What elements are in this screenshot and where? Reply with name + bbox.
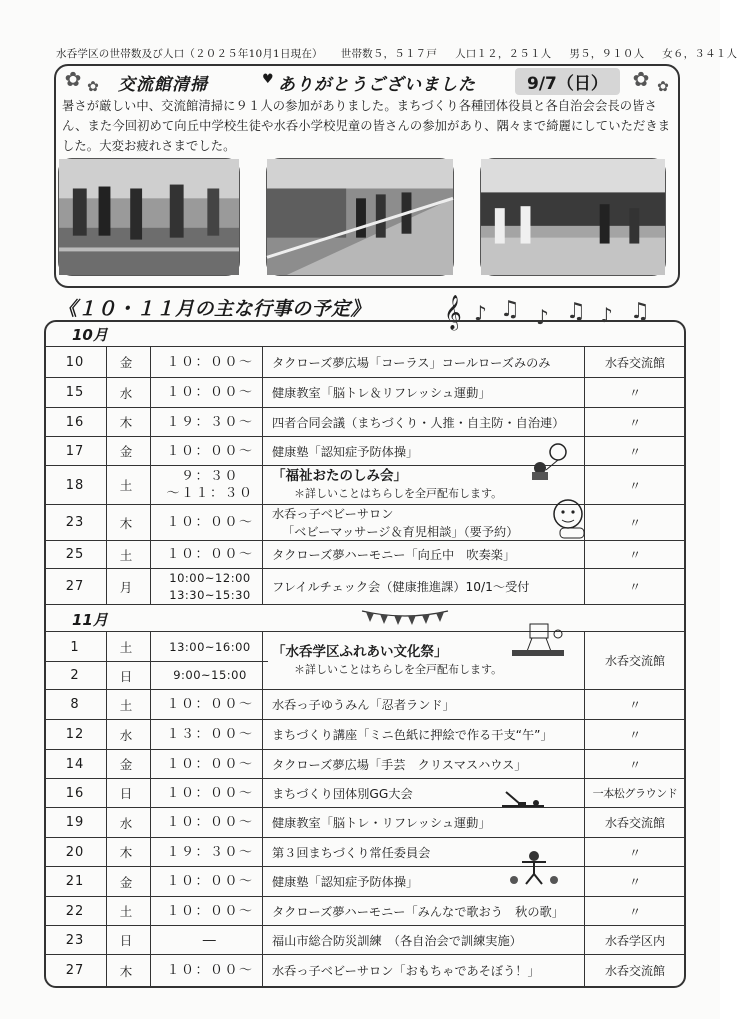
table-row: 21 金 １０：００～ 健康塾「認知症予防体操」 〃	[65, 874, 641, 890]
male-count: 男５，９１０人	[569, 48, 645, 60]
table-row: 2 日 9:00~15:00	[70, 668, 247, 684]
cleanup-date: 9/7（日）	[515, 68, 620, 95]
table-row: 16 日 １０：００～ まちづくり団体別GG大会 一本松グラウンド	[65, 785, 678, 801]
flower-icon: ✿	[87, 79, 99, 95]
svg-text:♪: ♪	[600, 303, 613, 327]
table-row: 1 土 13:00~16:00	[70, 639, 251, 655]
bunting-icon	[360, 607, 450, 627]
table-row: 25 土 １０：００～ タクローズ夢ハーモニー「向丘中 吹奏楽」 〃	[65, 547, 641, 563]
flower-icon: ✿	[657, 79, 669, 95]
table-row: 17 金 １０：００～ 健康塾「認知症予防体操」 〃	[65, 443, 641, 459]
exercise-people-icon	[504, 848, 564, 888]
table-row: 20 木 １９：３０～ 第３回まちづくり常任委員会 〃	[65, 844, 641, 860]
festival-row: 「水呑学区ふれあい文化祭」 ＊詳しいことはちらしを全戸配布します。 水呑交流館	[272, 643, 665, 676]
cleanup-photo-2	[266, 158, 454, 276]
table-row: 23 木 １０：００～ 水呑っ子ベビーサロン 「ベビーマッサージ＆育児相談」（要予約） 〃	[65, 506, 641, 539]
flower-icon: ✿	[64, 67, 82, 91]
female-count: 女６，３４１人	[662, 48, 737, 60]
art-easel-icon	[508, 620, 568, 660]
cleanup-thanks: ありがとうございました	[278, 75, 476, 95]
population-line	[56, 46, 737, 61]
table-row: 12 水 １３：００～ まちづくり講座「ミニ色紙に押絵で作る干支“午”」 〃	[65, 727, 641, 743]
cleanup-text: 暑さが厳しい中、交流館清掃に９１人の参加がありました。まちづくり各種団体役員と各自治会会長の皆さん、また今回初めて向丘中学校生徒や水呑小学校児童の皆さんの参加があり、隅々まで綺麗にしていただきました。大変お疲れさまでした。	[62, 99, 671, 153]
table-row: 27 月 10:00~12:00 13:30~15:30 フレイルチェック会（健康推進課）10/1～受付 〃	[65, 570, 641, 602]
population-count: 人口１２，２５１人	[455, 48, 552, 60]
table-row: 14 金 １０：００～ タクローズ夢広場「手芸 クリスマスハウス」 〃	[65, 756, 641, 772]
table-row: 10 金 １０：００～ タクローズ夢広場「コーラス」コールローズみのみ 水呑交流館	[65, 354, 665, 370]
svg-text:♪: ♪	[474, 301, 487, 325]
month-october: 10月	[72, 326, 108, 344]
svg-text:♫: ♫	[630, 299, 650, 324]
svg-text:♫: ♫	[500, 297, 520, 322]
month-november: 11月	[72, 611, 108, 629]
cleanup-photo-3	[480, 158, 666, 276]
flower-icon: ✿	[632, 67, 650, 91]
table-row: 18 土 ９：３０ ～１１：３０ 「福祉おたのしみ会」 ＊詳しいことはちらしを全戸配布します。 〃	[65, 468, 641, 501]
svg-text:𝄞: 𝄞	[444, 295, 462, 330]
svg-text:♪: ♪	[536, 305, 549, 329]
table-row: 16 木 １９：３０～ 四者合同会議（まちづくり・人推・自主防・自治連） 〃	[65, 414, 641, 430]
table-row: 23 日 ― 福山市総合防災訓練 （各自治会で訓練実施） 水呑学区内	[65, 932, 665, 948]
table-row: 27 木 １０：００～ 水呑っ子ベビーサロン「おもちゃであそぼう！」 水呑交流館	[65, 963, 665, 979]
table-row: 22 土 １０：００～ タクローズ夢ハーモニー「みんなで歌おう 秋の歌」 〃	[65, 903, 641, 919]
cleanup-photo-1	[58, 158, 240, 276]
heart-icon: ♥	[262, 72, 274, 87]
table-row: 15 水 １０：００～ 健康教室「脳トレ＆リフレッシュ運動」 〃	[65, 385, 641, 401]
population-label: 水呑学区の世帯数及び人口（２０２５年10月1日現在）	[56, 48, 323, 60]
households-count: 世帯数５，５１７戸	[340, 48, 438, 60]
golf-icon	[498, 788, 548, 810]
table-row: 8 土 １０：００～ 水呑っ子ゆうみん「忍者ランド」 〃	[70, 697, 641, 713]
balloon-child-icon	[522, 442, 572, 482]
schedule-title: 《１０・１１月の主な行事の予定》	[58, 298, 371, 320]
baby-icon	[546, 494, 596, 542]
table-row: 19 水 １０：００～ 健康教室「脳トレ・リフレッシュ運動」 水呑交流館	[65, 815, 665, 831]
svg-text:♫: ♫	[566, 299, 586, 324]
cleanup-title: 交流館清掃	[118, 75, 208, 95]
